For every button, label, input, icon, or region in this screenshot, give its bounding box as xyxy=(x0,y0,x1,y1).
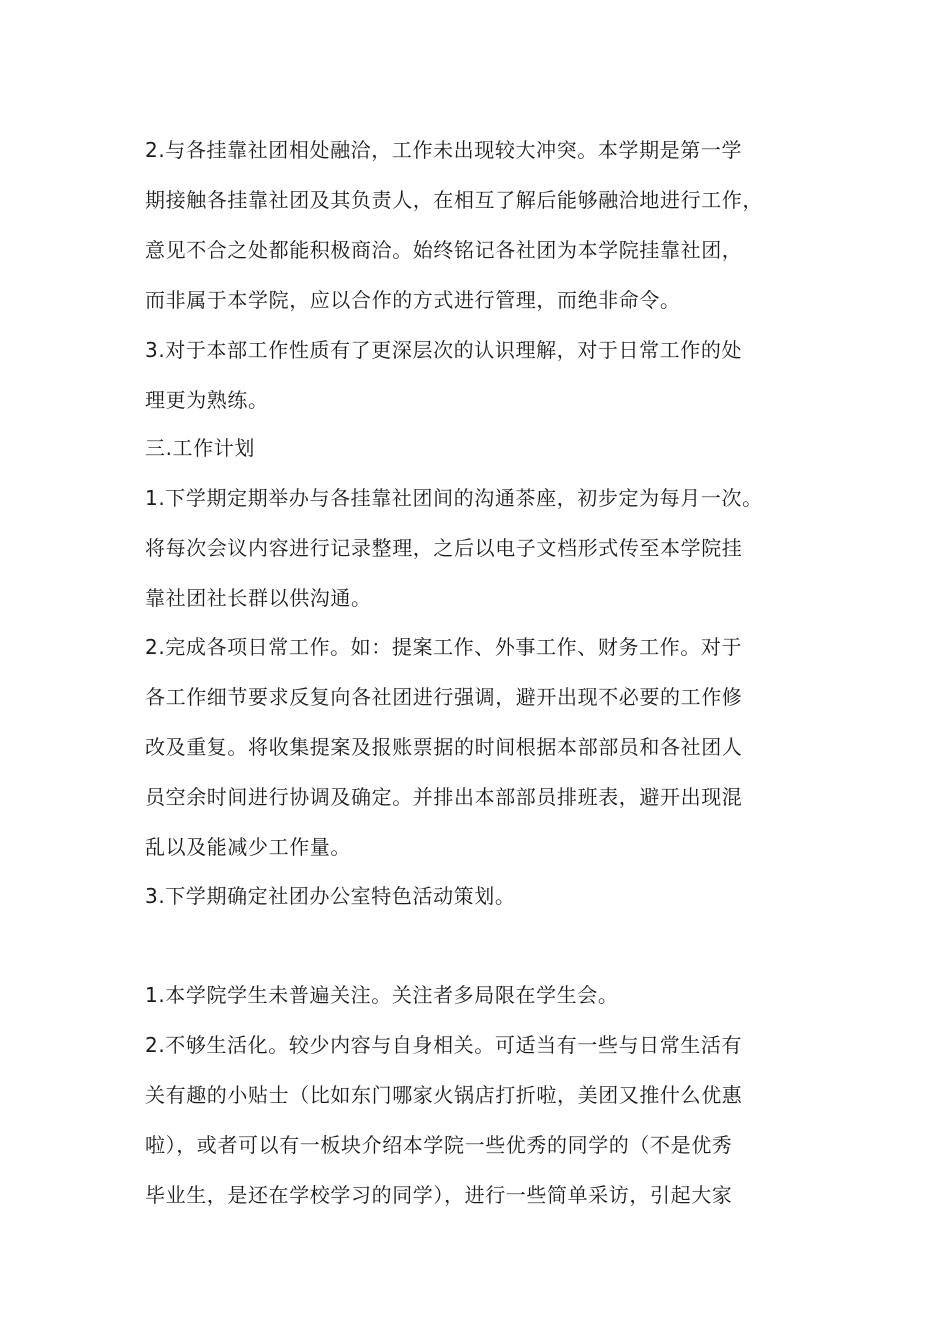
paragraph-line: 改及重复。将收集提案及报账票据的时间根据本部部员和各社团人 xyxy=(145,735,743,759)
paragraph-line: 3.下学期确定社团办公室特色活动策划。 xyxy=(145,884,516,908)
paragraph-line: 各工作细节要求反复向各社团进行强调，避开出现不必要的工作修 xyxy=(145,685,743,709)
paragraph-line: 2.完成各项日常工作。如：提案工作、外事工作、财务工作。对于 xyxy=(145,635,743,659)
paragraph-line: 员空余时间进行协调及确定。并排出本部部员排班表，避开出现混 xyxy=(145,785,743,809)
paragraph-line: 毕业生，是还在学校学习的同学），进行一些简单采访，引起大家 xyxy=(145,1183,733,1207)
paragraph-line: 1.本学院学生未普遍关注。关注者多局限在学生会。 xyxy=(145,983,619,1007)
paragraph-line: 关有趣的小贴士（比如东门哪家火锅店打折啦，美团又推什么优惠 xyxy=(145,1083,743,1107)
paragraph-line: 3.对于本部工作性质有了更深层次的认识理解，对于日常工作的处 xyxy=(145,338,743,362)
paragraph-line: 1.下学期定期举办与各挂靠社团间的沟通茶座，初步定为每月一次。 xyxy=(145,486,763,510)
paragraph-line: 意见不合之处都能积极商洽。始终铭记各社团为本学院挂靠社团， xyxy=(145,238,743,262)
paragraph-line: 2.与各挂靠社团相处融洽，工作未出现较大冲突。本学期是第一学 xyxy=(145,138,743,162)
paragraph-line: 期接触各挂靠社团及其负责人，在相互了解后能够融洽地进行工作， xyxy=(145,188,763,212)
paragraph-line: 啦），或者可以有一板块介绍本学院一些优秀的同学的（不是优秀 xyxy=(145,1133,733,1157)
section-heading: 三.工作计划 xyxy=(145,436,255,460)
paragraph-line: 理更为熟练。 xyxy=(145,388,269,412)
paragraph-line: 2.不够生活化。较少内容与自身相关。可适当有一些与日常生活有 xyxy=(145,1033,743,1057)
paragraph-line: 乱以及能减少工作量。 xyxy=(145,835,351,859)
paragraph-line: 将每次会议内容进行记录整理，之后以电子文档形式传至本学院挂 xyxy=(145,536,743,560)
paragraph-line: 靠社团社长群以供沟通。 xyxy=(145,586,372,610)
paragraph-line: 而非属于本学院，应以合作的方式进行管理，而绝非命令。 xyxy=(145,288,681,312)
